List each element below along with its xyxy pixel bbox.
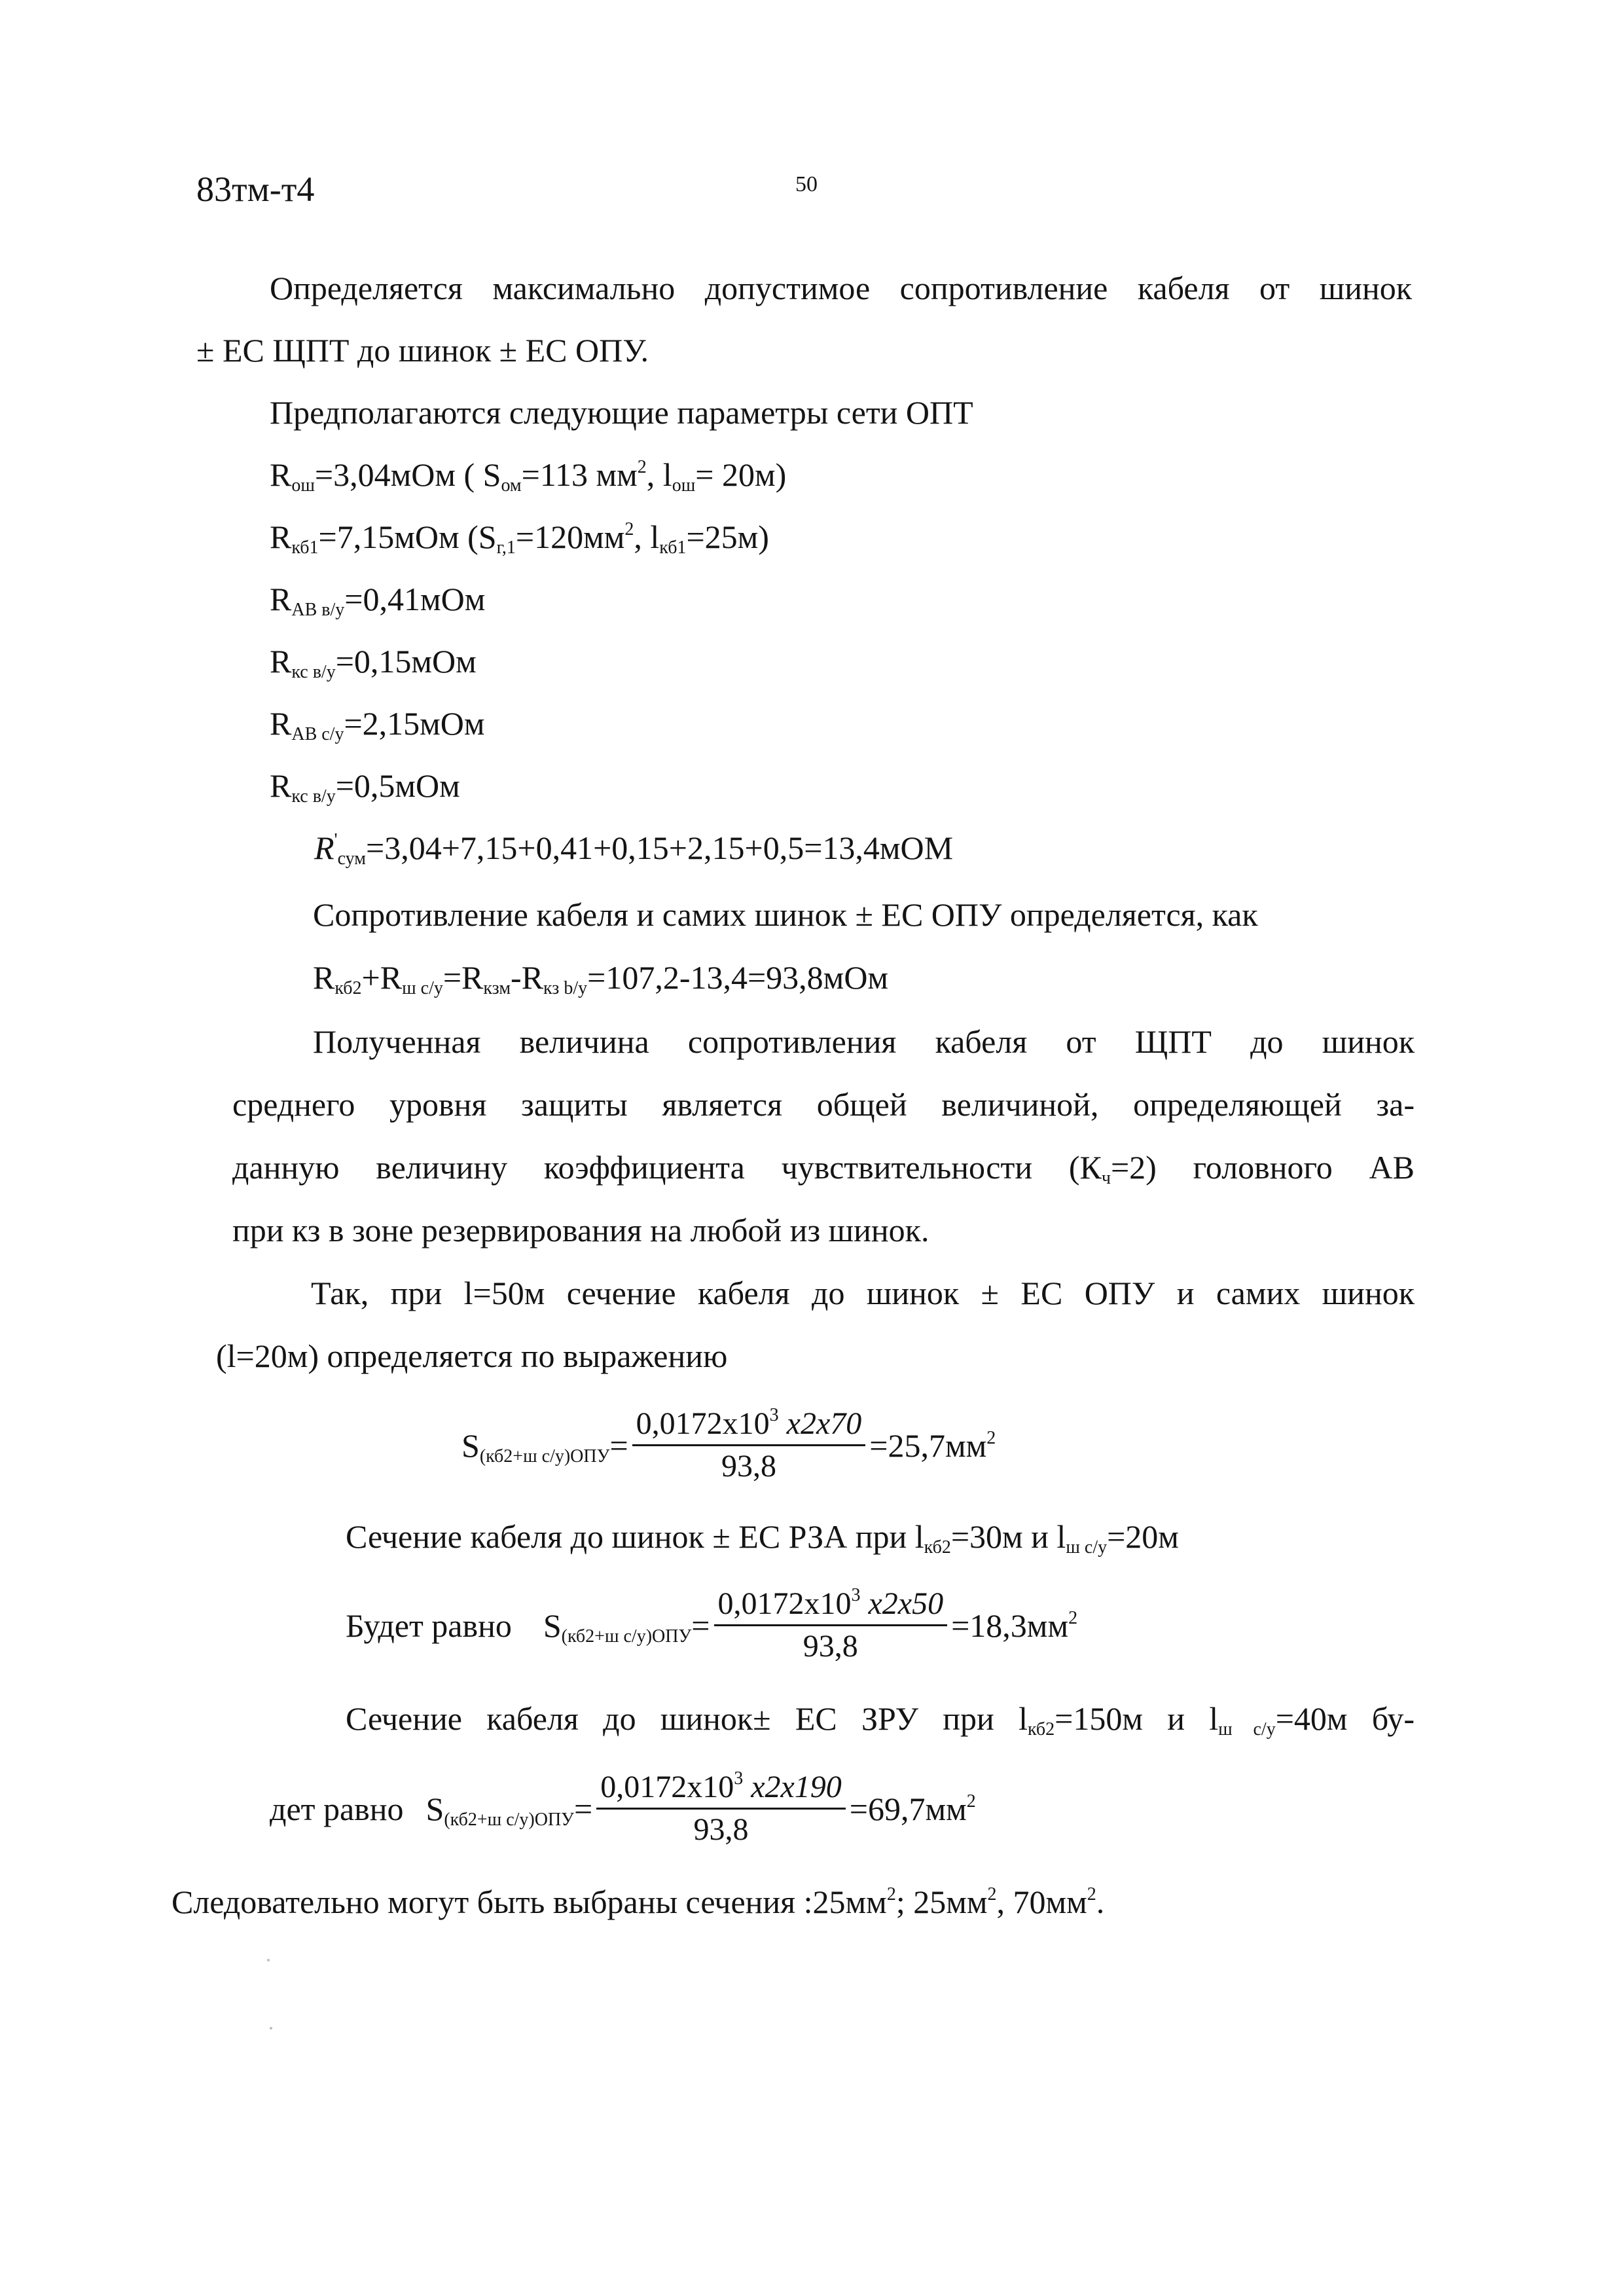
resistance-sum [314, 829, 954, 869]
equals: = [609, 1427, 628, 1464]
superscript: 2 [986, 1427, 996, 1448]
paragraph-line: Предполагаются следующие параметры сети ОПТ [270, 394, 973, 431]
fraction [714, 1585, 948, 1664]
value: = 20м) [695, 456, 787, 493]
value: =2,15мОм [344, 705, 485, 742]
value: =69,7мм [849, 1790, 967, 1827]
denominator: 93,8 [693, 1812, 749, 1848]
superscript: 2 [637, 457, 647, 477]
paragraph-line: Полученная величина сопротивления кабеля от ЩПТ до шинок [313, 1023, 1415, 1060]
scan-speck [267, 1959, 270, 1961]
numerator-text: x2x50 [860, 1586, 944, 1621]
value: =120мм [515, 519, 625, 555]
text: ; 25мм [895, 1884, 988, 1920]
subscript: ош [672, 475, 696, 496]
subscript: ш с/у [1066, 1537, 1108, 1558]
paragraph-line [346, 1700, 1415, 1740]
value: =107,2-13,4=93,8мОм [587, 959, 889, 996]
denominator: 93,8 [721, 1449, 776, 1484]
value: =25м) [686, 519, 769, 555]
subscript: кб1 [291, 538, 319, 558]
subscript: кб2 [1027, 1719, 1055, 1740]
symbol: R [270, 581, 292, 617]
text: =20м [1107, 1518, 1179, 1555]
numerator-text: 0,0172x10 [600, 1770, 734, 1804]
symbol: R [270, 705, 292, 742]
subscript: ош [291, 475, 315, 496]
superscript: 3 [734, 1768, 744, 1789]
formula-section-rza [346, 1585, 1078, 1664]
lhs [461, 1427, 628, 1467]
superscript: 2 [966, 1791, 976, 1812]
numerator [714, 1585, 948, 1626]
subscript: ш с/у [402, 978, 443, 998]
text: данную величину коэффициента чувствительности (К [232, 1149, 1102, 1186]
superscript: 2 [624, 519, 634, 539]
value: =25,7мм [869, 1427, 987, 1464]
text: , 70мм [996, 1884, 1087, 1920]
paragraph-line: Определяется максимально допустимое сопротивление кабеля от шинок [270, 270, 1412, 306]
value: =18,3мм [951, 1607, 1069, 1644]
parameter-r-kc-cu [270, 767, 460, 807]
text: =30м и l [950, 1518, 1066, 1555]
paragraph-line: при кз в зоне резервирования на любой из шинок. [232, 1212, 929, 1248]
value: =3,04мОм ( S [314, 456, 501, 493]
value: , l [646, 456, 672, 493]
result [951, 1607, 1077, 1644]
parameter-r-kb1 [270, 519, 769, 558]
numerator [632, 1405, 866, 1446]
symbol: R [270, 519, 292, 555]
paragraph-line: среднего уровня защиты является общей величиной, определяющей за- [232, 1086, 1415, 1123]
symbol: -R [511, 959, 544, 996]
superscript: 2 [987, 1884, 997, 1904]
superscript: 2 [1068, 1607, 1078, 1628]
subscript: ом [501, 475, 522, 496]
subscript: кб2 [924, 1537, 951, 1558]
symbol: R [314, 829, 334, 866]
paragraph-line [346, 1518, 1179, 1558]
parameter-r-ab-cu [270, 705, 485, 744]
superscript: 2 [886, 1884, 896, 1904]
superscript: 3 [851, 1585, 861, 1605]
value: =0,15мОм [335, 643, 477, 680]
lhs [425, 1790, 593, 1830]
superscript: ' [334, 830, 338, 850]
resistance-equation [313, 959, 889, 998]
formula-prefix: дет равно [270, 1790, 404, 1827]
numerator-text: 0,0172x10 [636, 1406, 770, 1441]
subscript: кз b/у [543, 978, 588, 998]
subscript: AB с/у [291, 724, 344, 744]
subscript: кзм [483, 978, 511, 998]
text: Сечение кабеля до шинок± ЕС ЗРУ при l [346, 1700, 1028, 1737]
parameter-r-osh [270, 456, 787, 496]
paragraph-line [232, 1149, 1415, 1188]
value: =0,41мОм [344, 581, 486, 617]
formula-section-opu [461, 1405, 996, 1484]
result [850, 1791, 976, 1827]
symbol: R [313, 959, 335, 996]
symbol: S [425, 1790, 444, 1827]
subscript: кс в/у [291, 786, 336, 807]
numerator [596, 1768, 846, 1810]
text: Следовательно могут быть выбраны сечения :25мм [171, 1884, 887, 1920]
numerator-text: x2x70 [778, 1406, 862, 1441]
symbol: R [270, 767, 292, 804]
symbol: S [461, 1427, 480, 1464]
conclusion [171, 1886, 1104, 1918]
paragraph-line: Так, при l=50м сечение кабеля до шинок ± ЕС ОПУ и самих шинок [311, 1275, 1415, 1311]
symbol: R [270, 643, 292, 680]
subscript: (кб2+ш с/у)ОПУ [479, 1446, 610, 1467]
paragraph-line: (l=20м) определяется по выражению [216, 1338, 728, 1374]
symbol: =R [442, 959, 484, 996]
page-number: 50 [795, 172, 818, 196]
equals: = [691, 1607, 710, 1644]
text: =150м и l [1055, 1700, 1219, 1737]
subscript: (кб2+ш с/у)ОПУ [444, 1809, 574, 1830]
paragraph-line: ± ЕС ЩПТ до шинок ± ЕС ОПУ. [196, 332, 649, 369]
denominator: 93,8 [803, 1629, 858, 1664]
formula-prefix: Будет равно [346, 1607, 512, 1644]
subscript: ш с/у [1218, 1719, 1276, 1740]
parameter-r-kc-vu [270, 643, 477, 682]
fraction [632, 1405, 866, 1484]
text: =2) головного АВ [1110, 1149, 1415, 1186]
subscript: кс в/у [291, 662, 336, 682]
symbol: R [270, 456, 292, 493]
document-code: 83тм-т4 [196, 170, 315, 209]
symbol: +R [361, 959, 403, 996]
numerator-text: 0,0172x10 [717, 1586, 852, 1621]
superscript: 2 [1087, 1884, 1096, 1904]
value: =113 мм [521, 456, 638, 493]
subscript: сум [337, 848, 367, 869]
subscript: ч [1101, 1168, 1111, 1188]
superscript: 3 [769, 1405, 779, 1425]
numerator-text: x2x190 [743, 1770, 842, 1804]
text: =40м бу- [1275, 1700, 1415, 1737]
subscript: (кб2+ш с/у)ОПУ [561, 1626, 692, 1647]
text: . [1096, 1884, 1105, 1920]
symbol: S [543, 1607, 562, 1644]
lhs [543, 1607, 710, 1647]
equals: = [573, 1790, 593, 1827]
value: =7,15мОм (S [318, 519, 497, 555]
subscript: г,1 [496, 538, 516, 558]
value: , l [634, 519, 660, 555]
value: =3,04+7,15+0,41+0,15+2,15+0,5=13,4мОМ [366, 829, 954, 866]
fraction [596, 1768, 846, 1848]
parameter-r-ab-vu [270, 581, 486, 620]
subscript: AB в/у [291, 600, 345, 620]
result [869, 1427, 996, 1464]
formula-section-zru [270, 1768, 976, 1848]
paragraph-line: Сопротивление кабеля и самих шинок ± ЕС ОПУ определяется, как [313, 896, 1258, 933]
subscript: кб2 [334, 978, 362, 998]
value: =0,5мОм [335, 767, 460, 804]
text: Сечение кабеля до шинок ± ЕС РЗА при l [346, 1518, 924, 1555]
scan-speck [270, 2027, 272, 2030]
subscript: кб1 [659, 538, 687, 558]
